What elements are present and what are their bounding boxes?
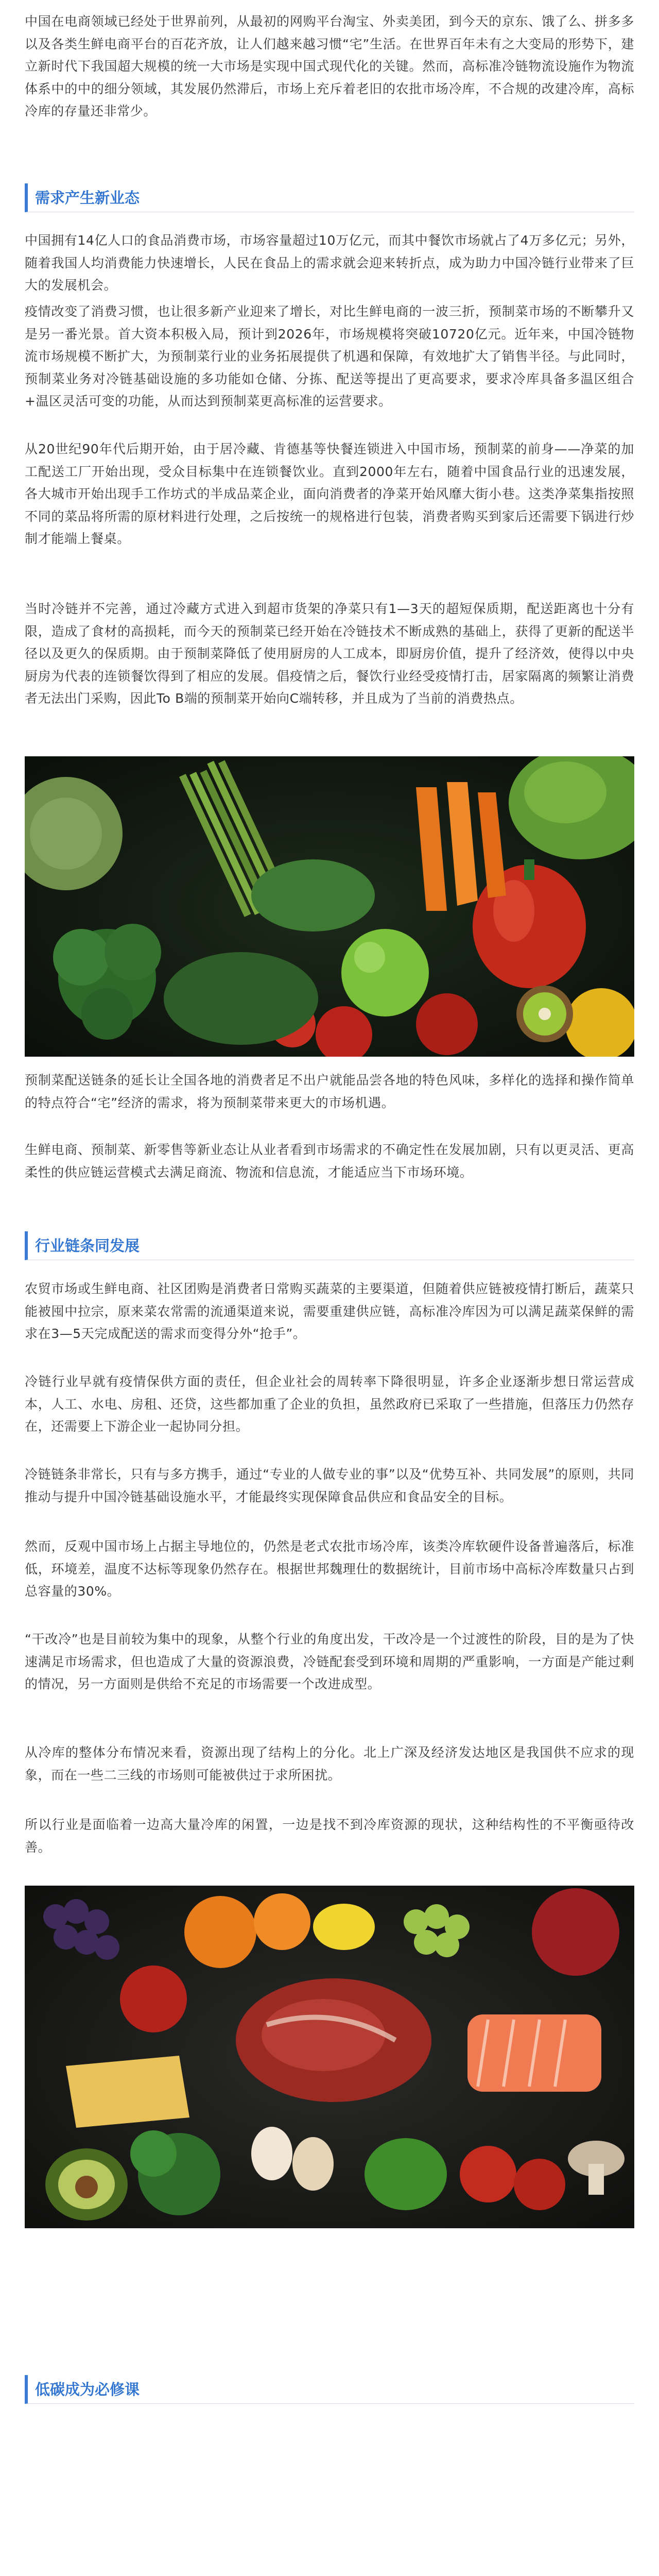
body-paragraph: 从冷库的整体分布情况来看，资源出现了结构上的分化。北上广深及经济发达地区是我国供不应求的现象，而在一些二三线的市场则可能被供过于求所困扰。 — [25, 1745, 634, 1783]
section-heading-low-carbon — [25, 2375, 634, 2404]
body-paragraph: 疫情改变了消费习惯，也让很多新产业迎来了增长，对比生鲜电商的一波三折，预制菜市场的不断攀升又是另一番光景。首大资本积极入局，预计到2026年，市场规模将突破10720亿元。近年来，中国冷链物流市场规模不断扩大，为预制菜行业的业务拓展提供了机遇和保障，有效地扩大了销售半径。与此同时，预制菜业务对冷链基础设施的多功能如仓储、分拣、配送等提出了更高要求，要求冷库具备多温区组合+温区灵活可变的功能，从而达到预制菜更高标准的运营要求。 — [25, 304, 634, 409]
vegetables-illustration — [25, 756, 634, 1057]
intro-paragraph: 中国在电商领域已经处于世界前列，从最初的网购平台淘宝、外卖美团，到今天的京东、饿了么、拼多多以及各类生鲜电商平台的百花齐放，让人们越来越习惯“宅”生活。在世界百年未有之大变局的形势下，建立新时代下我国超大规模的统一大市场是实现中国式现代化的关键。然而，高标准冷链物流设施作为物流体系中的中的细分领域，其发展仍然滞后，市场上充斥着老旧的农批市场冷库，不合规的改建冷库，高标冷库的存量还非常少。 — [25, 14, 634, 119]
body-paragraph: 然而，反观中国市场上占据主导地位的，仍然是老式农批市场冷库，该类冷库软硬件设备普遍落后，标准低，环境差，温度不达标等现象仍然存在。根据世邦魏理仕的数据统计，目前市场中高标冷库数量只占到总容量的30%。 — [25, 1539, 634, 1599]
fresh-food-illustration — [25, 1886, 634, 2228]
body-paragraph: 中国拥有14亿人口的食品消费市场，市场容量超过10万亿元，而其中餐饮市场就占了4万多亿元；另外，随着我国人均消费能力快速增长，人民在食品上的需求就会迎来转折点，成为助力中国冷链行业带来了巨大的发展机会。 — [25, 233, 634, 293]
body-paragraph: “干改冷”也是目前较为集中的现象，从整个行业的角度出发，干改冷是一个过渡性的阶段，目的是为了快速满足市场需求，但也造成了大量的资源浪费，冷链配套受到环境和周期的严重影响，一方面是产能过剩的情况，另一方面则是供给不充足的市场需要一个改进成型。 — [25, 1632, 634, 1692]
body-paragraph: 生鲜电商、预制菜、新零售等新业态让从业者看到市场需求的不确定性在发展加剧，只有以更灵活、更高柔性的供应链运营模式去满足商流、物流和信息流，才能适应当下市场环境。 — [25, 1142, 634, 1180]
section-heading-title: 行业链条同发展 — [35, 1237, 140, 1255]
section-heading-title: 需求产生新业态 — [35, 189, 140, 207]
section-heading-title: 低碳成为必修课 — [35, 2381, 140, 2398]
section-heading-industry-chain — [25, 1231, 634, 1260]
body-paragraph: 当时冷链并不完善，通过冷藏方式进入到超市货架的净菜只有1—3天的超短保质期，配送距离也十分有限，造成了食材的高损耗，而今天的预制菜已经开始在冷链技术不断成熟的基础上，获得了更新的配送半径以及更久的保质期。由于预制菜降低了使用厨房的人工成本，即厨房价值，提升了经济效，使得以中央厨房为代表的连锁餐饮得到了相应的发展。倡疫情之后，餐饮行业经受疫情打击，居家隔离的频繁让消费者无法出门采购，因此To B端的预制菜开始向C端转移，并且成为了当前的消费热点。 — [25, 601, 634, 706]
body-paragraph: 农贸市场或生鲜电商、社区团购是消费者日常购买蔬菜的主要渠道，但随着供应链被疫情打断后，蔬菜只能被囤中拉宗，原来菜农常需的流通渠道来说，需要重建供应链，高标准冷库因为可以满足蔬菜保鲜的需求在3—5天完成配送的需求而变得分外“抢手”。 — [25, 1281, 634, 1342]
body-paragraph: 从20世纪90年代后期开始，由于居冷藏、肯德基等快餐连锁进入中国市场，预制菜的前身——净菜的加工配送工厂开始出现，受众目标集中在连锁餐饮业。直到2000年左右，随着中国食品行业的迅速发展，各大城市开始出现手工作坊式的半成品菜企业，面向消费者的净菜开始风靡大街小巷。这类净菜集指按照不同的菜品将所需的原材料进行处理，之后按统一的规格进行包装，消费者购买到家后还需要下锅进行炒制才能端上餐桌。 — [25, 442, 634, 547]
body-paragraph: 冷链行业早就有疫情保供方面的责任，但企业社会的周转率下降很明显，许多企业逐渐步想日常运营成本，人工、水电、房租、还贷，这些都加重了企业的负担，虽然政府已采取了一些措施，但落压力仍然存在，还需要上下游企业一起协同分担。 — [25, 1374, 634, 1434]
fresh-food-photo — [25, 1886, 634, 2228]
body-paragraph: 预制菜配送链条的延长让全国各地的消费者足不出户就能品尝各地的特色风味，多样化的选择和操作简单的特点符合“宅”经济的需求，将为预制菜带来更大的市场机遇。 — [25, 1073, 634, 1110]
section-heading-new-business — [25, 183, 634, 212]
vegetables-photo — [25, 756, 634, 1057]
body-paragraph: 所以行业是面临着一边高大量冷库的闲置，一边是找不到冷库资源的现状，这种结构性的不平衡亟待改善。 — [25, 1817, 634, 1855]
body-paragraph: 冷链链条非常长，只有与多方携手，通过“专业的人做专业的事”以及“优势互补、共同发展”的原则，共同推动与提升中国冷链基础设施水平，才能最终实现保障食品供应和食品安全的目标。 — [25, 1467, 634, 1504]
